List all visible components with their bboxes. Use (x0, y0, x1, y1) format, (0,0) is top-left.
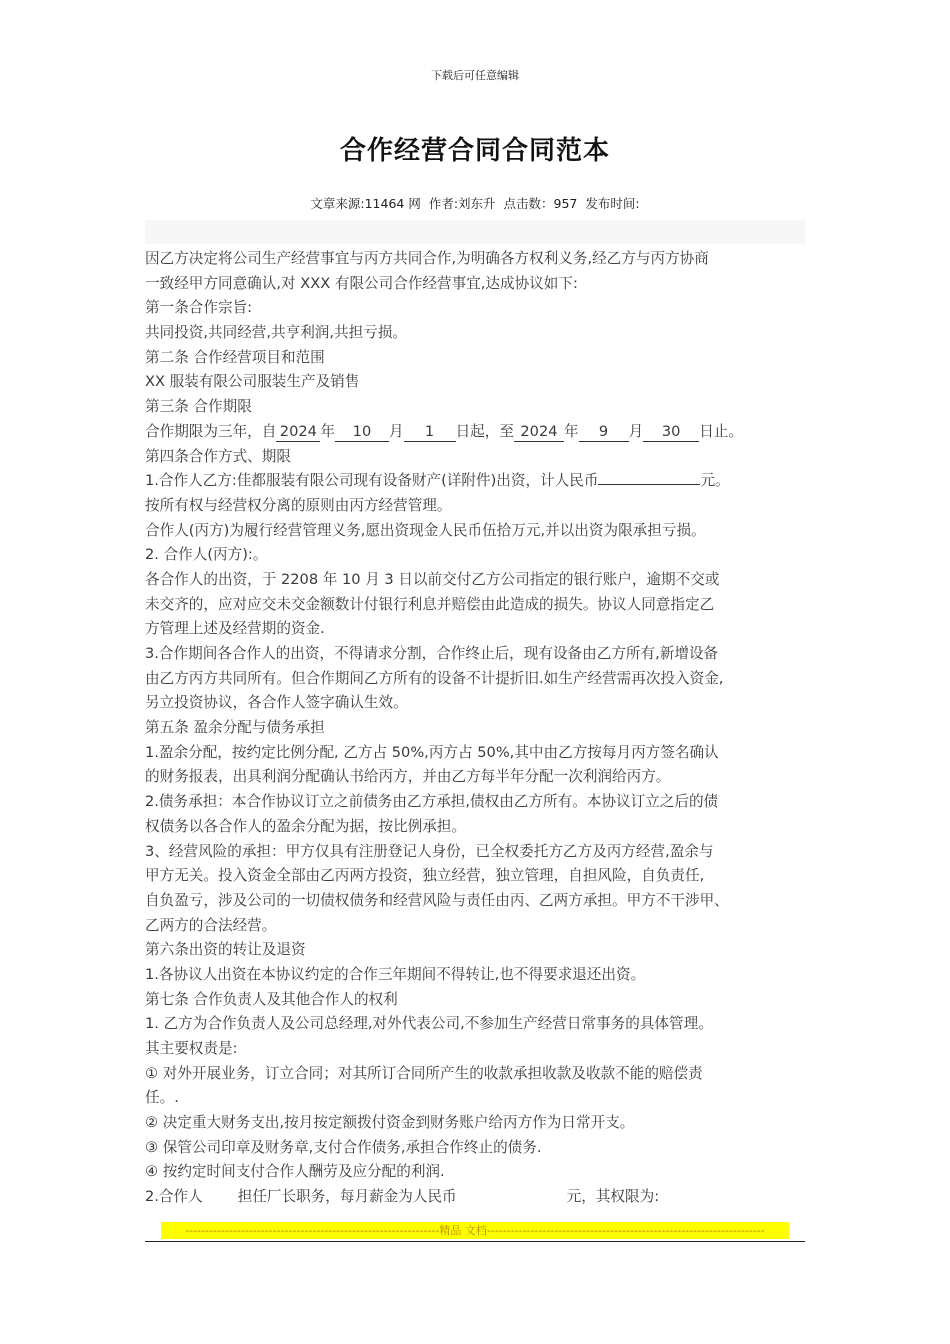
paragraph-line: 合作人(丙方)为履行经营管理义务,愿出资现金人民币伍拾万元,并以出资为限承担亏损。 (145, 521, 706, 539)
start-month-blank: 10 (335, 423, 389, 442)
end-month-blank: 9 (579, 423, 629, 442)
clause-heading: 第一条合作宗旨: (145, 299, 253, 317)
article-meta (0, 194, 950, 212)
list-item: ① 对外开展业务，订立合同；对其所订合同所产生的收款承担收款及收款不能的赔偿责 (145, 1064, 703, 1082)
amount-blank (598, 484, 700, 485)
paragraph-line: 因乙方决定将公司生产经营事宜与丙方共同合作,为明确各方权利义务,经乙方与丙方协商 (145, 250, 709, 267)
meta-clicks: 点击数：957 (503, 196, 578, 211)
paragraph-text: 元。 (700, 472, 730, 490)
paragraph-line: 2.债务承担：本合作协议订立之前债务由乙方承担,债权由乙方所有。本协议订立之后的债 (145, 793, 719, 811)
paragraph-line: 1.盈余分配，按约定比例分配, 乙方占 50%,丙方占 50%,其中由乙方按每月丙方签名确认 (145, 743, 719, 761)
paragraph-line: 乙两方的合法经营。 (145, 916, 277, 934)
paragraph-text: 2.合作人 (145, 1188, 203, 1206)
paragraph-line: 3、经营风险的承担：甲方仅具有注册登记人身份，已全权委托方乙方及丙方经营,盈余与 (145, 842, 714, 860)
paragraph-line (145, 1185, 817, 1210)
clause-heading: 第二条 合作经营项目和范围 (145, 348, 325, 366)
list-item: ③ 保管公司印章及财务章,支付合作债务,承担合作终止的债务. (145, 1138, 542, 1156)
paragraph-line: 3.合作期间各合作人的出资，不得请求分割，合作终止后，现有设备由乙方所有,新增设备 (145, 645, 719, 662)
term-text: 年 (563, 422, 579, 440)
term-text: 月 (628, 422, 644, 440)
paragraph-line: 由乙方丙方共同所有。但合作期间乙方所有的设备不计提折旧.如生产经营需再次投入资金, (145, 669, 724, 687)
paragraph-text: 担任厂长职务，每月薪金为人民币 (237, 1188, 457, 1206)
footer-watermark-bar: ----------------------------------------------------------------精品 文档---------------------------------------------------------------------- (161, 1222, 789, 1239)
paragraph-line: 共同投资,共同经营,共亨利润,共担亏损。 (145, 324, 408, 342)
list-item: ④ 按约定时间支付合作人酬劳及应分配的利润. (145, 1163, 445, 1181)
clause-heading: 第六条出资的转让及退资 (145, 941, 306, 959)
paragraph-line: 2. 合作人(丙方):。 (145, 546, 268, 564)
term-text: 月 (388, 422, 404, 440)
list-item: ② 决定重大财务支出,按月按定额拨付资金到财务账户给丙方作为日常开支。 (145, 1114, 635, 1132)
clause-heading: 第四条合作方式、期限 (145, 447, 291, 465)
term-line (145, 420, 817, 445)
paragraph-text: 元，其权限为: (566, 1188, 660, 1206)
paragraph-line: 未交齐的，应对应交未交金额数计付银行利息并赔偿由此造成的损失。协议人同意指定乙 (145, 595, 715, 613)
paragraph-line: 1. 乙方为合作负责人及公司总经理,对外代表公司,不参加生产经营日常事务的具体管理。 (145, 1015, 713, 1033)
clause-heading: 第五条 盈余分配与债务承担 (145, 719, 325, 737)
clause-heading: 第三条 合作期限 (145, 398, 252, 416)
paragraph-line: 方管理上述及经营期的资金. (145, 620, 325, 638)
start-year-blank: 2024 (276, 423, 320, 442)
term-text: 年 (320, 422, 335, 440)
document-title: 合作经营合同合同范本 (339, 136, 610, 166)
term-text: 日止。 (699, 422, 743, 440)
contract-body (145, 247, 817, 1210)
paragraph-line: 权债务以各合作人的盈余分配为据，按比例承担。 (145, 817, 467, 835)
paragraph-line: XX 服装有限公司服装生产及销售 (145, 373, 360, 391)
paragraph-line: 的财务报表，出具利润分配确认书给丙方，并由乙方每半年分配一次利润给丙方。 (145, 768, 671, 786)
footer-rule (145, 1241, 805, 1242)
paragraph-line: 按所有权与经营权分离的原则由丙方经营管理。 (145, 496, 452, 514)
header-note: 下载后可任意编辑 (431, 69, 519, 82)
paragraph-line (145, 469, 817, 494)
end-year-blank: 2024 (514, 423, 564, 442)
term-text: 合作期限为三年，自 (145, 422, 277, 440)
end-day-blank: 30 (643, 423, 699, 442)
meta-divider-bar (145, 220, 805, 244)
paragraph-line: 另立投资协议，各合作人签字确认生效。 (145, 694, 408, 712)
meta-author: 作者:刘东升 (428, 196, 496, 211)
term-text: 日起，至 (455, 422, 514, 440)
paragraph-line: 1.各协议人出资在本协议约定的合作三年期间不得转让,也不得要求退还出资。 (145, 965, 646, 983)
paragraph-line: 自负盈亏，涉及公司的一切债权债务和经营风险与责任由丙、乙两方承担。甲方不干涉甲、 (145, 891, 729, 909)
start-day-blank: 1 (404, 423, 456, 442)
meta-source: 文章来源:11464 网 (310, 196, 421, 211)
paragraph-text: 1.合作人乙方:佳都服装有限公司现有设备财产(详附件)出资，计人民币 (145, 472, 599, 490)
paragraph-line: 甲方无关。投入资金全部由乙丙两方投资，独立经营，独立管理，自担风险，自负责任, (145, 867, 705, 885)
clause-heading: 第七条 合作负责人及其他合作人的权利 (145, 990, 398, 1008)
paragraph-line: 各合作人的出资，于 2208 年 10 月 3 日以前交付乙方公司指定的银行账户，逾期不交或 (145, 570, 720, 588)
paragraph-line: 其主要权责是: (145, 1040, 238, 1057)
paragraph-line: 任。. (145, 1089, 179, 1107)
paragraph-line: 一致经甲方同意确认,对 XXX 有限公司合作经营事宜,达成协议如下: (145, 274, 578, 292)
meta-publish-time: 发布时间: (585, 196, 640, 211)
